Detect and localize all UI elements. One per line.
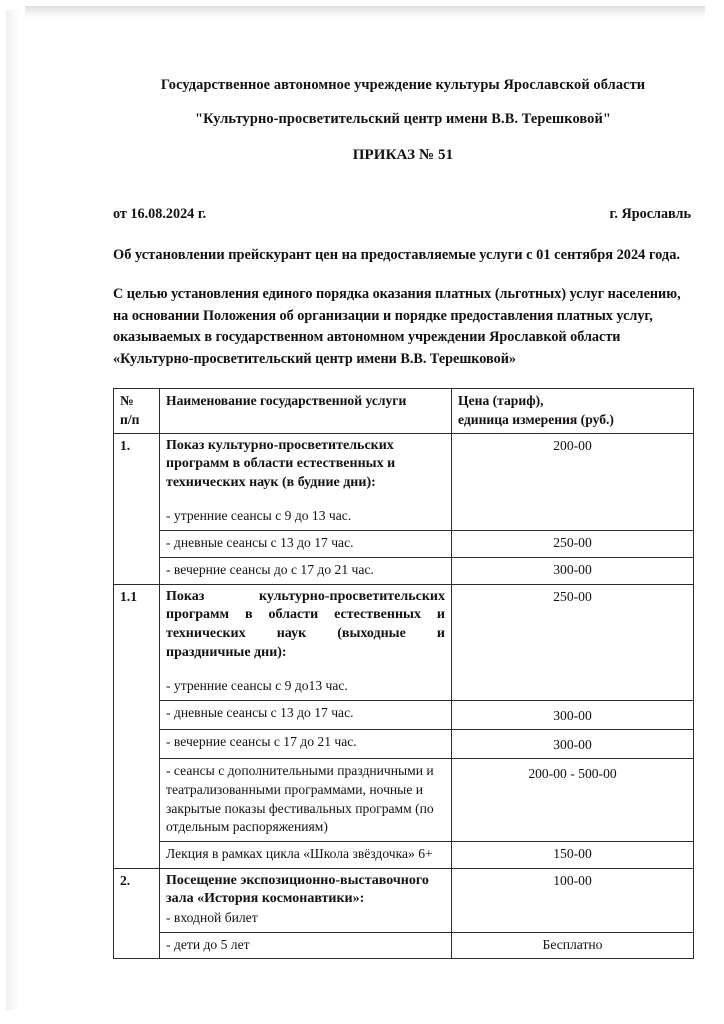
- service-heading: Посещение экспозиционно-выставочного зала «История космонавтики»:: [166, 872, 429, 907]
- scan-shadow-top: [25, 6, 705, 18]
- table-header-row: [114, 389, 694, 433]
- price-value: 100-00: [452, 868, 694, 932]
- table-row: [114, 557, 694, 584]
- table-row: [114, 700, 694, 729]
- service-item: - входной билет: [166, 909, 258, 925]
- service-item: - вечерние сеансы с 17 до 21 час.: [166, 733, 357, 749]
- service-item: - дети до 5 лет: [166, 936, 250, 952]
- column-header-price-line2: единица измерения (руб.): [458, 411, 614, 427]
- column-header-service-name: Наименование государственной услуги: [160, 389, 452, 433]
- service-item: - утренние сеансы с 9 до13 час.: [166, 678, 348, 694]
- row-number: 2.: [114, 868, 160, 959]
- price-value: 250-00: [452, 584, 694, 700]
- price-value: 200-00 - 500-00: [452, 759, 694, 842]
- service-cell: [160, 842, 452, 869]
- service-item: - дневные сеансы с 13 до 17 час.: [166, 535, 354, 551]
- table-row: [114, 932, 694, 959]
- price-value: 250-00: [452, 531, 694, 558]
- price-value: 200-00: [452, 433, 694, 531]
- service-cell: [160, 700, 452, 729]
- row-number: 1.1: [114, 584, 160, 868]
- organization-line-1: Государственное автономное учреждение культуры Ярославской области: [160, 77, 646, 93]
- service-item: - утренние сеансы с 9 до 13 час.: [166, 508, 352, 524]
- table-row: [114, 531, 694, 558]
- document-date: от 16.08.2024 г.: [113, 205, 207, 222]
- service-cell: [160, 531, 452, 558]
- table-row: [114, 433, 694, 531]
- document-title: ПРИКАЗ № 51: [352, 146, 454, 163]
- table-row: [114, 868, 694, 932]
- table-row: [114, 729, 694, 758]
- service-cell: [160, 759, 452, 842]
- column-header-price-line1: Цена (тариф),: [458, 393, 544, 409]
- service-heading: Показ культурно-просветительских программ в области естественных и технических наук (в будние дни):: [166, 437, 396, 490]
- document-content: [113, 78, 693, 959]
- column-header-price: [452, 389, 694, 433]
- service-cell: [160, 932, 452, 959]
- table-row: [114, 759, 694, 842]
- service-cell: [160, 557, 452, 584]
- document-city: г. Ярославль: [609, 205, 691, 222]
- column-header-number-line1: №: [120, 393, 134, 409]
- service-cell: [160, 868, 452, 932]
- scan-shadow-left: [6, 10, 20, 1010]
- service-item: - сеансы с дополнительными праздничными и театрализованными программами, ночные и закрытые показы фестивальных программ (по отдельным распоряжениям): [166, 763, 434, 835]
- price-value: 150-00: [452, 842, 694, 869]
- document-preamble: С целью установления единого порядка оказания платных (льготных) услуг населению, на основании Положения об организации и порядке предоставления платных услуг, оказываемых в государственном автономном учреждении Ярославкой области «Культурно-просветительский центр имени В.В. Терешковой»: [113, 286, 681, 367]
- price-value: 300-00: [452, 729, 694, 758]
- price-value: 300-00: [452, 700, 694, 729]
- column-header-number: [114, 389, 160, 433]
- date-city-row: [113, 206, 693, 223]
- service-item: - дневные сеансы с 13 до 17 час.: [166, 704, 354, 720]
- service-item: - вечерние сеансы до с 17 до 21 час.: [166, 561, 374, 577]
- column-header-number-line2: п/п: [120, 411, 140, 427]
- price-value: 300-00: [452, 557, 694, 584]
- row-number: 1.: [114, 433, 160, 584]
- document-subject: Об установлении прейскурант цен на предоставляемые услуги с 01 сентября 2024 года.: [113, 246, 681, 263]
- service-heading: Показ культурно-просветительских программ в области естественных и технических наук (выходные и праздничные дни):: [166, 588, 445, 660]
- table-row: [114, 584, 694, 700]
- organization-line-2: "Культурно-просветительский центр имени В.В. Терешковой": [195, 111, 611, 128]
- table-row: [114, 842, 694, 869]
- service-cell: [160, 433, 452, 531]
- service-cell: [160, 584, 452, 700]
- price-value: Бесплатно: [452, 932, 694, 959]
- price-table: [113, 388, 694, 959]
- service-cell: [160, 729, 452, 758]
- service-item: Лекция в рамках цикла «Школа звёздочка» 6+: [166, 846, 433, 862]
